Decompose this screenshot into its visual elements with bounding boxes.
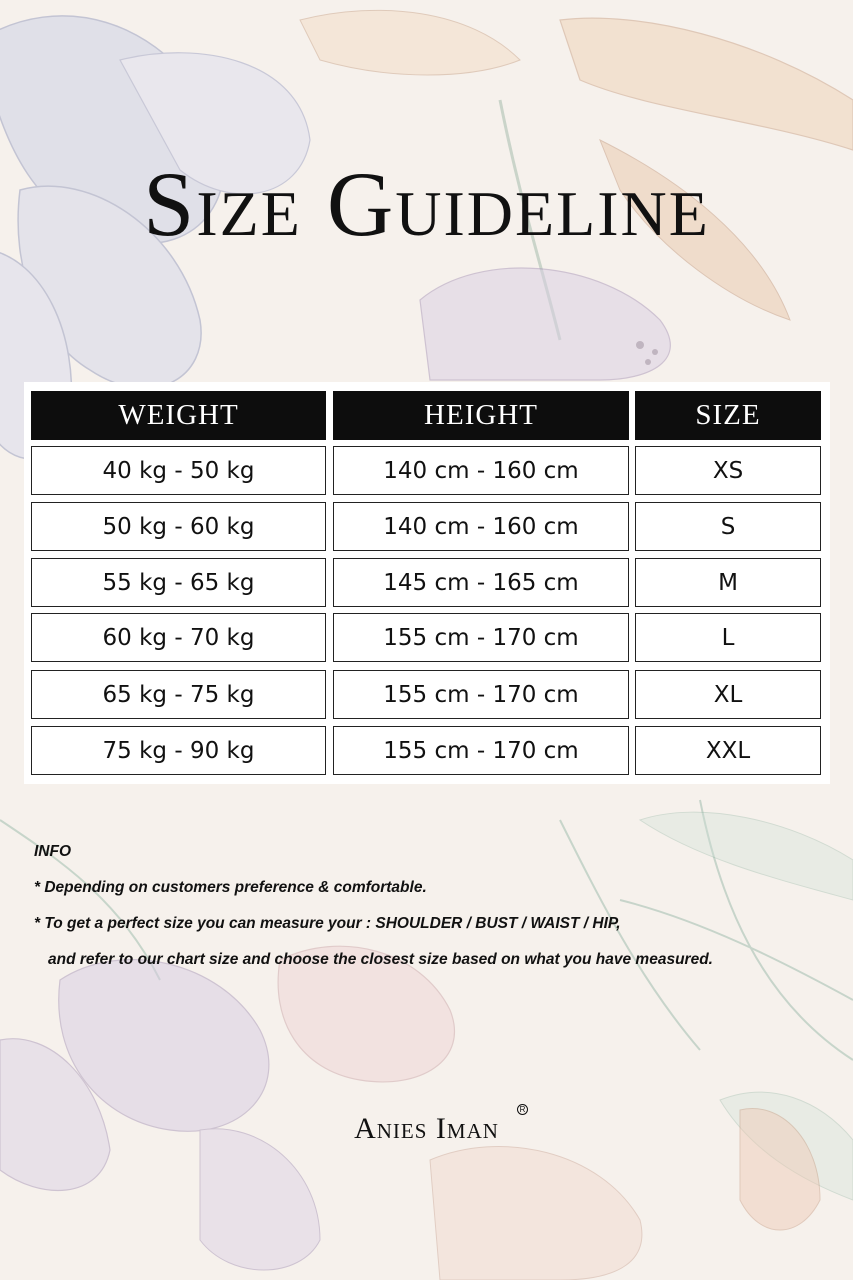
header-size: SIZE: [635, 391, 821, 440]
table-cell-height: 145 cm - 165 cm: [333, 558, 629, 607]
table-cell-weight: 55 kg - 65 kg: [31, 558, 326, 607]
table-cell-weight: 75 kg - 90 kg: [31, 726, 326, 775]
table-cell-weight: 50 kg - 60 kg: [31, 502, 326, 551]
info-line-refer: and refer to our chart size and choose the closest size based on what you have measured.: [48, 951, 713, 968]
header-height: HEIGHT: [333, 391, 629, 440]
info-heading: INFO: [34, 843, 72, 860]
table-cell-size: M: [635, 558, 821, 607]
info-line-measure: * To get a perfect size you can measure your : SHOULDER / BUST / WAIST / HIP,: [34, 915, 621, 932]
page-title: Size Guideline: [143, 153, 710, 255]
table-cell-size: XL: [635, 670, 821, 719]
table-cell-height: 155 cm - 170 cm: [333, 670, 629, 719]
table-cell-size: L: [635, 613, 821, 662]
info-line-preference: * Depending on customers preference & comfortable.: [34, 879, 427, 896]
table-cell-weight: 65 kg - 75 kg: [31, 670, 326, 719]
brand-logo: Anies Iman: [354, 1112, 499, 1145]
table-cell-height: 155 cm - 170 cm: [333, 726, 629, 775]
table-cell-height: 140 cm - 160 cm: [333, 446, 629, 495]
table-cell-size: S: [635, 502, 821, 551]
table-cell-weight: 40 kg - 50 kg: [31, 446, 326, 495]
registered-mark: R: [517, 1104, 528, 1115]
table-cell-weight: 60 kg - 70 kg: [31, 613, 326, 662]
table-cell-size: XS: [635, 446, 821, 495]
header-weight: WEIGHT: [31, 391, 326, 440]
table-cell-size: XXL: [635, 726, 821, 775]
size-table: [24, 382, 830, 784]
table-cell-height: 155 cm - 170 cm: [333, 613, 629, 662]
table-cell-height: 140 cm - 160 cm: [333, 502, 629, 551]
